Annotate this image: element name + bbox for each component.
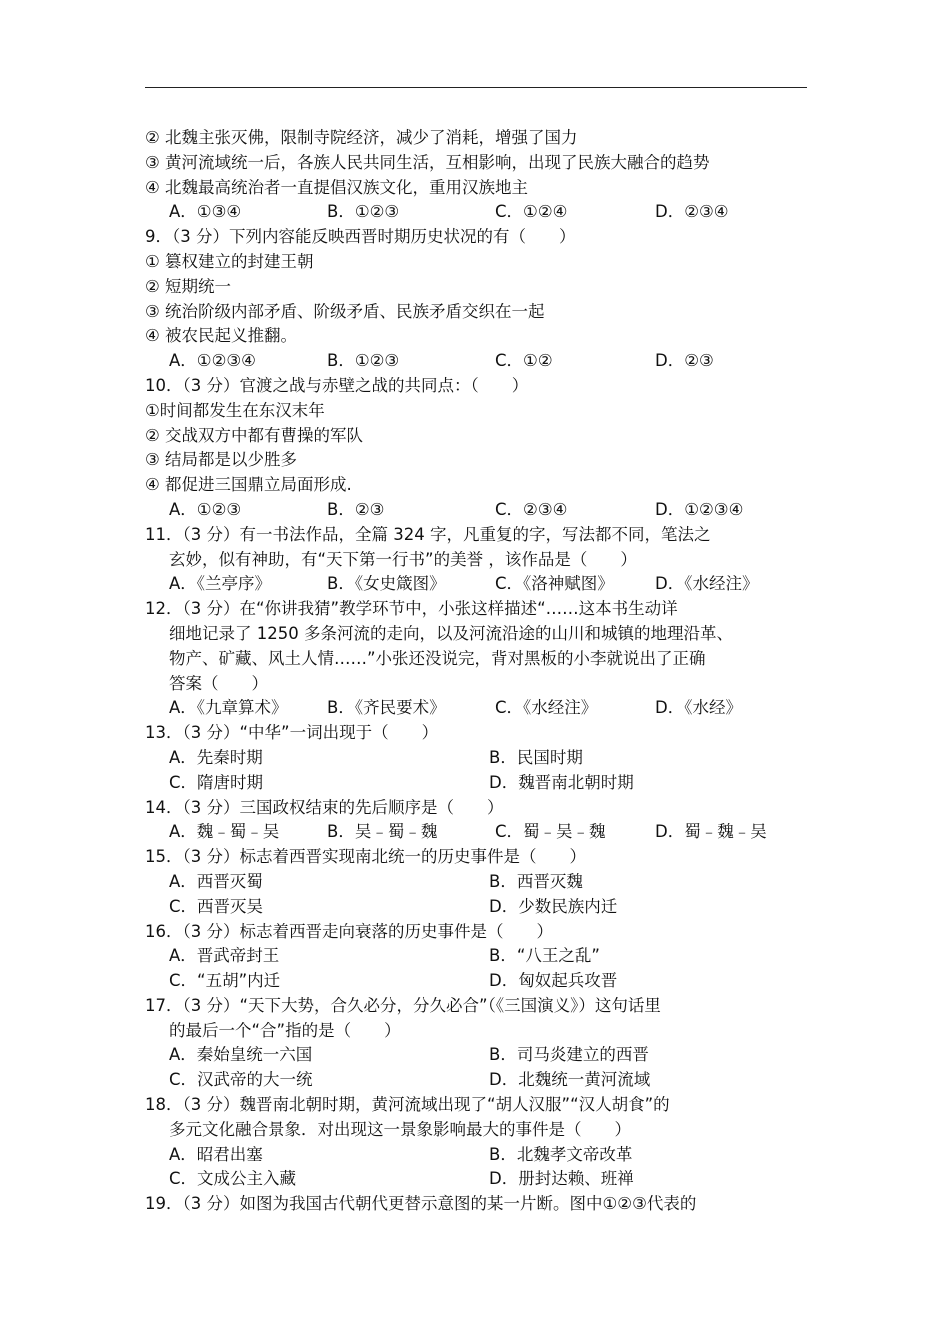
q16-options-row-2 (145, 969, 809, 994)
option-b[interactable]: B．①②③ (327, 202, 400, 222)
option-a[interactable]: A．西晋灭蜀 (169, 871, 263, 891)
q10-options (145, 498, 809, 523)
option-d[interactable]: D．②③ (655, 351, 714, 371)
q8-item-3: ③ 黄河流域统一后，各族人民共同生活，互相影响，出现了民族大融合的趋势 (145, 152, 710, 172)
option-d[interactable]: D．匈奴起兵攻晋 (489, 971, 618, 991)
option-c[interactable]: C．《洛神赋图》 (495, 574, 614, 594)
option-a[interactable]: A．①②③ (169, 499, 242, 519)
option-b[interactable]: B．西晋灭魏 (489, 871, 583, 891)
q15-stem: 15．（3 分）标志着西晋实现南北统一的历史事件是（ ） (145, 847, 586, 867)
option-a[interactable]: A．晋武帝封王 (169, 946, 280, 966)
q16-options-row-1 (145, 944, 809, 969)
header-rule (145, 87, 807, 88)
option-d[interactable]: D．蜀﹣魏﹣吴 (655, 822, 767, 842)
q11-stem: 11．（3 分）有一书法作品，全篇 324 字，凡重复的字，写法都不同，笔法之 (145, 524, 711, 544)
q9-item-4: ④ 被农民起义推翻。 (145, 326, 298, 346)
q18-stem: 18．（3 分）魏晋南北朝时期，黄河流域出现了“胡人汉服”“汉人胡食”的 (145, 1095, 670, 1115)
q11-options (145, 572, 809, 597)
q9-stem: 9．（3 分）下列内容能反映西晋时期历史状况的有（ ） (145, 227, 576, 247)
option-c[interactable]: C．汉武帝的大一统 (169, 1070, 313, 1090)
q18-options-row-1 (145, 1143, 809, 1168)
option-c[interactable]: C．西晋灭吴 (169, 896, 264, 916)
option-d[interactable]: D．册封达赖、班禅 (489, 1169, 634, 1189)
q14-stem: 14．（3 分）三国政权结束的先后顺序是（ ） (145, 797, 504, 817)
option-c[interactable]: C．②③④ (495, 499, 568, 519)
option-a[interactable]: A．①③④ (169, 202, 242, 222)
option-a[interactable]: A．魏﹣蜀﹣吴 (169, 822, 280, 842)
q15-options-row-2 (145, 895, 809, 920)
option-c[interactable]: C．①② (495, 351, 553, 371)
q13-options-row-2 (145, 771, 809, 796)
q12-stem-cont-3: 答案（ ） (169, 673, 268, 693)
option-a[interactable]: A．《九章算术》 (169, 698, 288, 718)
q18-stem-cont: 多元文化融合景象．对出现这一景象影响最大的事件是（ ） (169, 1119, 631, 1139)
option-a[interactable]: A．秦始皇统一六国 (169, 1045, 313, 1065)
option-a[interactable]: A．《兰亭序》 (169, 574, 272, 594)
exam-page-content (145, 126, 809, 1217)
option-b[interactable]: B．司马炎建立的西晋 (489, 1045, 649, 1065)
option-c[interactable]: C．隋唐时期 (169, 772, 264, 792)
q8-item-4: ④ 北魏最高统治者一直提倡汉族文化，重用汉族地主 (145, 177, 529, 197)
option-c[interactable]: C．“五胡”内迁 (169, 971, 281, 991)
q18-options-row-2 (145, 1167, 809, 1192)
option-a[interactable]: A．①②③④ (169, 351, 256, 371)
q10-item-1: ①时间都发生在东汉末年 (145, 400, 325, 420)
option-b[interactable]: B．“八王之乱” (489, 946, 600, 966)
q13-stem: 13．（3 分）“中华”一词出现于（ ） (145, 723, 439, 743)
option-b[interactable]: B．《齐民要术》 (327, 698, 446, 718)
option-b[interactable]: B．②③ (327, 499, 385, 519)
q9-item-1: ① 篡权建立的封建王朝 (145, 251, 314, 271)
option-d[interactable]: D．②③④ (655, 202, 729, 222)
option-d[interactable]: D．北魏统一黄河流域 (489, 1070, 651, 1090)
q13-options-row-1 (145, 746, 809, 771)
option-c[interactable]: C．蜀﹣吴﹣魏 (495, 822, 606, 842)
q10-item-3: ③ 结局都是以少胜多 (145, 450, 298, 470)
q12-stem: 12．（3 分）在“你讲我猜”教学环节中，小张这样描述“……这本书生动详 (145, 599, 678, 619)
q8-options (145, 200, 809, 225)
option-c[interactable]: C．《水经注》 (495, 698, 598, 718)
q17-stem-cont: 的最后一个“合”指的是（ ） (169, 1020, 401, 1040)
q17-options-row-2 (145, 1068, 809, 1093)
q10-item-2: ② 交战双方中都有曹操的军队 (145, 425, 364, 445)
q11-stem-cont: 玄妙，似有神助，有“天下第一行书”的美誉 ，该作品是（ ） (169, 549, 637, 569)
option-b[interactable]: B．北魏孝文帝改革 (489, 1144, 633, 1164)
option-d[interactable]: D．魏晋南北朝时期 (489, 772, 634, 792)
option-d[interactable]: D．少数民族内迁 (489, 896, 618, 916)
option-c[interactable]: C．文成公主入藏 (169, 1169, 297, 1189)
q17-stem: 17．（3 分）“天下大势，合久必分，分久必合”（《三国演义》）这句话里 (145, 995, 661, 1015)
option-a[interactable]: A．先秦时期 (169, 747, 263, 767)
option-b[interactable]: B．①②③ (327, 351, 400, 371)
q19-stem: 19．（3 分）如图为我国古代朝代更替示意图的某一片断。图中①②③代表的 (145, 1194, 697, 1214)
option-d[interactable]: D．①②③④ (655, 499, 744, 519)
option-d[interactable]: D．《水经》 (655, 698, 742, 718)
q10-item-4: ④ 都促进三国鼎立局面形成. (145, 475, 352, 495)
q9-options (145, 349, 809, 374)
q17-options-row-1 (145, 1043, 809, 1068)
q12-stem-cont-2: 物产、矿藏、风土人情……”小张还没说完，背对黑板的小李就说出了正确 (169, 648, 706, 668)
option-a[interactable]: A．昭君出塞 (169, 1144, 263, 1164)
q9-item-2: ② 短期统一 (145, 276, 232, 296)
option-b[interactable]: B．吴﹣蜀﹣魏 (327, 822, 438, 842)
q16-stem: 16．（3 分）标志着西晋走向衰落的历史事件是（ ） (145, 921, 553, 941)
q12-stem-cont-1: 细地记录了 1250 多条河流的走向，以及河流沿途的山川和城镇的地理沿革、 (169, 623, 733, 643)
option-d[interactable]: D．《水经注》 (655, 574, 759, 594)
q8-item-2: ② 北魏主张灭佛，限制寺院经济，减少了消耗，增强了国力 (145, 128, 578, 147)
q10-stem: 10．（3 分）官渡之战与赤壁之战的共同点：（ ） (145, 375, 529, 395)
q12-options (145, 696, 809, 721)
q9-item-3: ③ 统治阶级内部矛盾、阶级矛盾、民族矛盾交织在一起 (145, 301, 545, 321)
option-b[interactable]: B．《女史箴图》 (327, 574, 446, 594)
option-b[interactable]: B．民国时期 (489, 747, 583, 767)
q14-options (145, 820, 809, 845)
option-c[interactable]: C．①②④ (495, 202, 568, 222)
q15-options-row-1 (145, 870, 809, 895)
